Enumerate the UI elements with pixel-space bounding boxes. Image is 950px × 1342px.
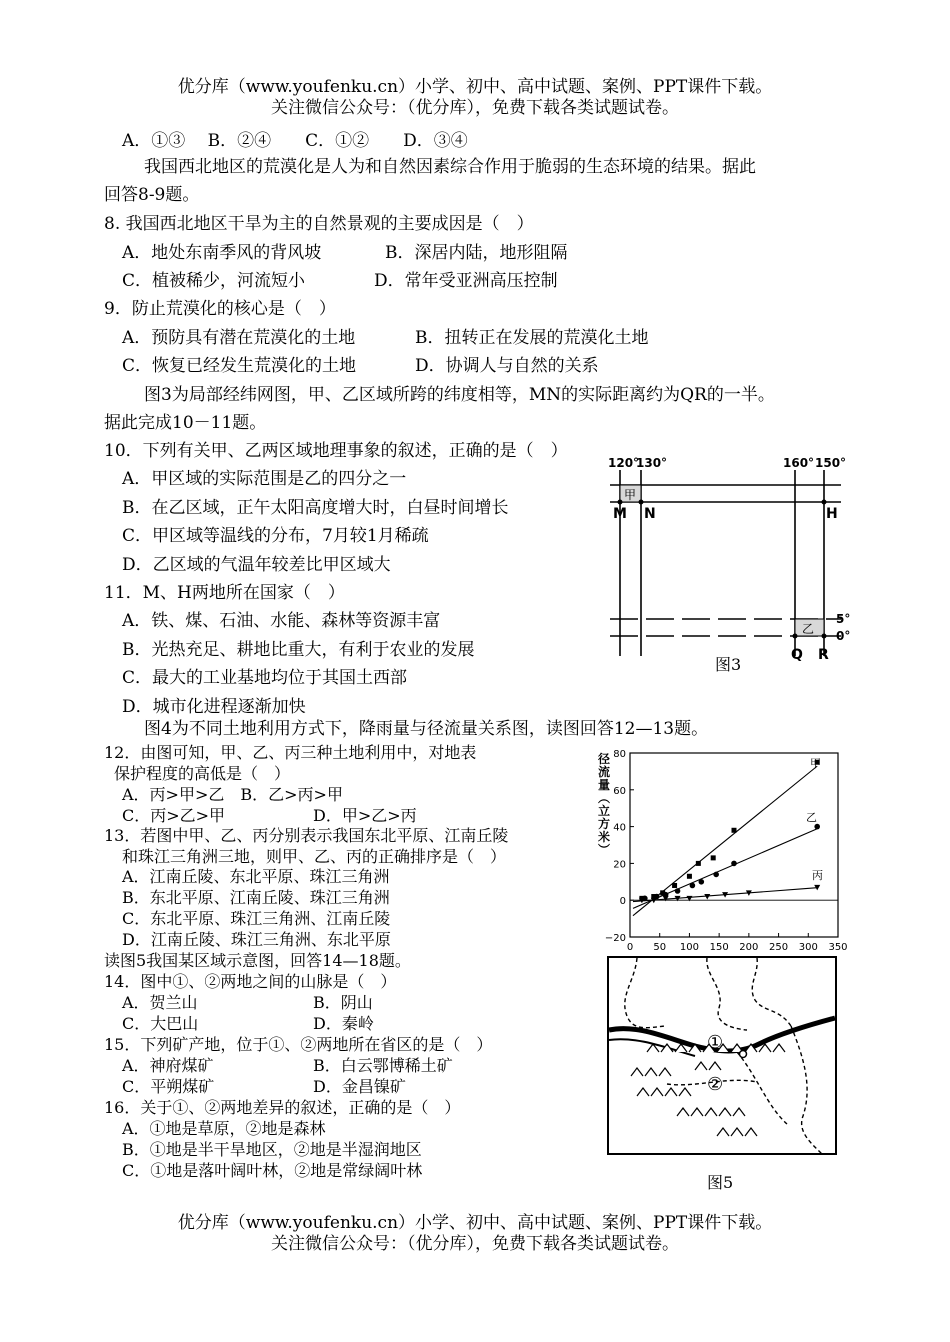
intro-8-9-line-2: 回答8-9题。 <box>104 185 200 205</box>
y-tick-label: 20 <box>613 859 626 871</box>
q10-stem: 10．下列有关甲、乙两区域地理事象的叙述，正确的是（ ） <box>104 441 568 461</box>
region-jia-label: 甲 <box>624 488 637 502</box>
q11-option-d: D．城市化进程逐渐加快 <box>122 697 306 717</box>
marker-1: ① <box>707 1032 724 1053</box>
q15-option-c: C．平朔煤矿 <box>122 1077 215 1096</box>
q14-option-b: B．阴山 <box>313 993 373 1012</box>
q8-stem: 8. 我国西北地区干旱为主的自然景观的主要成因是（ ） <box>104 214 534 234</box>
region-yi-label: 乙 <box>802 622 815 636</box>
y-axis-label-char: 立 <box>597 804 611 818</box>
y-axis-label-char: ︵ <box>597 791 611 805</box>
q7-options: A．①③ B．②④ C．①② D．③④ <box>122 131 468 151</box>
q9-option-d: D．协调人与自然的关系 <box>415 356 599 376</box>
lon-label-150: 150° <box>815 456 847 470</box>
q10-option-d: D．乙区域的气温年较差比甲区域大 <box>122 555 391 575</box>
intro-10-11-line-1: 图3为局部经纬网图，甲、乙区域所跨的纬度相等，MN的实际距离约为QR的一半。 <box>144 385 775 405</box>
x-tick-label: 300 <box>798 942 818 953</box>
label-h: H <box>826 506 838 522</box>
q12-stem-2: 保护程度的高低是（ ） <box>114 764 291 783</box>
q12-option-c: C．丙>乙>甲 <box>122 806 226 825</box>
q12-option-ab: A．丙>甲>乙 B．乙>丙>甲 <box>122 785 343 804</box>
q11-option-a: A．铁、煤、石油、水能、森林等资源丰富 <box>122 611 441 631</box>
data-point-甲 <box>696 861 701 866</box>
intro-8-9-line-1: 我国西北地区的荒漠化是人为和自然因素综合作用于脆弱的生态环境的结果。据此 <box>144 157 756 177</box>
lat-label-5: 5° <box>836 612 851 626</box>
data-point-乙 <box>675 888 681 894</box>
point-r <box>822 634 827 639</box>
q8-option-c: C．植被稀少，河流短小 <box>122 271 306 291</box>
q9-option-b: B．扭转正在发展的荒漠化土地 <box>415 328 649 348</box>
data-point-乙 <box>731 861 737 867</box>
header-line-2: 关注微信公众号：（优分库），免费下载各类试题试卷。 <box>271 98 679 118</box>
q15-option-b: B．白云鄂博稀土矿 <box>313 1056 453 1075</box>
q13-option-a: A．江南丘陵、东北平原、珠江三角洲 <box>122 867 390 886</box>
q14-option-c: C．大巴山 <box>122 1014 199 1033</box>
data-point-甲 <box>687 874 692 879</box>
series-label-甲: 甲 <box>810 757 821 770</box>
lon-label-120: 120° <box>608 456 640 470</box>
y-tick-label: 40 <box>613 822 626 834</box>
y-tick-label: 0 <box>619 896 626 908</box>
q14-stem: 14．图中①、②两地之间的山脉是（ ） <box>104 972 397 991</box>
y-axis-label-char: 流 <box>597 765 611 779</box>
intro-12-13: 图4为不同土地利用方式下，降雨量与径流量关系图，读图回答12—13题。 <box>144 719 709 739</box>
q13-stem-1: 13．若图中甲、乙、丙分别表示我国东北平原、江南丘陵 <box>104 826 509 845</box>
footer-line-1: 优分库（www.youfenku.cn）小学、初中、高中试题、案例、PPT课件下载。 <box>177 1213 773 1233</box>
q13-option-b: B．东北平原、江南丘陵、珠江三角洲 <box>122 888 390 907</box>
data-point-乙 <box>713 872 719 878</box>
data-point-甲 <box>672 883 677 888</box>
q15-option-d: D．金昌镍矿 <box>313 1077 406 1096</box>
data-point-乙 <box>690 883 696 889</box>
marker-2: ② <box>707 1074 724 1095</box>
x-tick-label: 0 <box>626 942 634 953</box>
x-tick-label: 200 <box>739 942 759 953</box>
series-label-丙: 丙 <box>812 869 823 882</box>
q13-stem-2: 和珠江三角洲三地，则甲、乙、丙的正确排序是（ ） <box>122 847 507 866</box>
q10-option-a: A．甲区域的实际范围是乙的四分之一 <box>122 469 407 489</box>
header-line-1: 优分库（www.youfenku.cn）小学、初中、高中试题、案例、PPT课件下载。 <box>177 77 773 97</box>
intro-10-11-line-2: 据此完成10－11题。 <box>104 413 267 433</box>
q16-option-b: B．①地是半干旱地区，②地是半湿润地区 <box>122 1140 422 1159</box>
mountain-range-icon <box>717 1128 757 1136</box>
q10-option-c: C．甲区域等温线的分布，7月较1月稀疏 <box>122 526 429 546</box>
x-tick-label: 50 <box>653 942 667 953</box>
q14-option-a: A．贺兰山 <box>122 993 198 1012</box>
q8-option-a: A．地处东南季风的背风坡 <box>122 243 322 263</box>
plot-frame <box>630 753 838 937</box>
label-n: N <box>644 506 656 522</box>
y-tick-label: 80 <box>613 749 626 760</box>
x-tick-label: 350 <box>828 942 848 953</box>
y-axis-label-char: 米 <box>597 830 611 844</box>
intro-14-18: 读图5我国某区域示意图，回答14—18题。 <box>104 951 411 970</box>
q15-stem: 15．下列矿产地，位于①、②两地所在省区的是（ ） <box>104 1035 493 1054</box>
q16-option-c: C．①地是落叶阔叶林，②地是常绿阔叶林 <box>122 1161 423 1180</box>
city-marker <box>740 1051 747 1058</box>
data-point-甲 <box>711 855 716 860</box>
q12-stem-1: 12．由图可知，甲、乙、丙三种土地利用中，对地表 <box>104 743 477 762</box>
q13-option-d: D．江南丘陵、珠江三角洲、东北平原 <box>122 930 391 949</box>
q16-option-a: A．①地是草原，②地是森林 <box>122 1119 326 1138</box>
figure-3 <box>606 456 856 681</box>
x-tick-label: 250 <box>769 942 789 953</box>
q12-option-d: D．甲>乙>丙 <box>313 806 417 825</box>
point-q <box>793 634 798 639</box>
q11-option-b: B．光热充足、耕地比重大，有利于农业的发展 <box>122 640 475 660</box>
y-axis-label-char: 方 <box>597 817 611 831</box>
figure-5 <box>607 956 837 1155</box>
lon-label-130: 130° <box>636 456 668 470</box>
y-tick-label: 60 <box>613 785 626 797</box>
data-point-乙 <box>699 879 705 885</box>
lon-label-160: 160° <box>783 456 815 470</box>
label-q: Q <box>791 647 803 663</box>
q11-option-c: C．最大的工业基地均位于其国土西部 <box>122 668 408 688</box>
figure-4-chart <box>596 745 850 955</box>
figure-5-caption: 图5 <box>707 1173 734 1192</box>
series-label-乙: 乙 <box>806 811 817 824</box>
q10-option-b: B．在乙区域，正午太阳高度增大时，白昼时间增长 <box>122 498 509 518</box>
data-point-甲 <box>732 828 737 833</box>
q8-option-d: D．常年受亚洲高压控制 <box>374 271 558 291</box>
label-m: M <box>613 506 627 522</box>
figure-5-map <box>607 956 837 1155</box>
x-tick-label: 150 <box>709 942 729 953</box>
lat-label-0: 0° <box>836 629 851 643</box>
y-axis-label-char: 径 <box>597 752 611 766</box>
q13-option-c: C．东北平原、珠江三角洲、江南丘陵 <box>122 909 391 928</box>
q14-option-d: D．秦岭 <box>313 1014 374 1033</box>
y-axis-label-char: ︶ <box>597 843 611 857</box>
figure-4 <box>596 745 850 955</box>
q9-stem: 9．防止荒漠化的核心是（ ） <box>104 299 336 319</box>
figure-3-svg <box>606 456 856 681</box>
y-axis-label-char: 量 <box>597 778 611 792</box>
footer-line-2: 关注微信公众号：（优分库），免费下载各类试题试卷。 <box>271 1234 679 1254</box>
q15-option-a: A．神府煤矿 <box>122 1056 214 1075</box>
q9-option-a: A．预防具有潜在荒漠化的土地 <box>122 328 356 348</box>
point-h <box>822 500 827 505</box>
q9-option-c: C．恢复已经发生荒漠化的土地 <box>122 356 357 376</box>
data-point-乙 <box>814 824 820 830</box>
point-m <box>618 500 623 505</box>
figure-3-caption: 图3 <box>715 655 742 674</box>
point-n <box>639 500 644 505</box>
q16-stem: 16．关于①、②两地差异的叙述，正确的是（ ） <box>104 1098 461 1117</box>
y-tick-label: −20 <box>604 933 626 944</box>
q11-stem: 11．M、H两地所在国家（ ） <box>104 583 345 603</box>
label-r: R <box>818 647 829 663</box>
q8-option-b: B．深居内陆，地形阻隔 <box>385 243 568 263</box>
x-tick-label: 100 <box>679 942 699 953</box>
